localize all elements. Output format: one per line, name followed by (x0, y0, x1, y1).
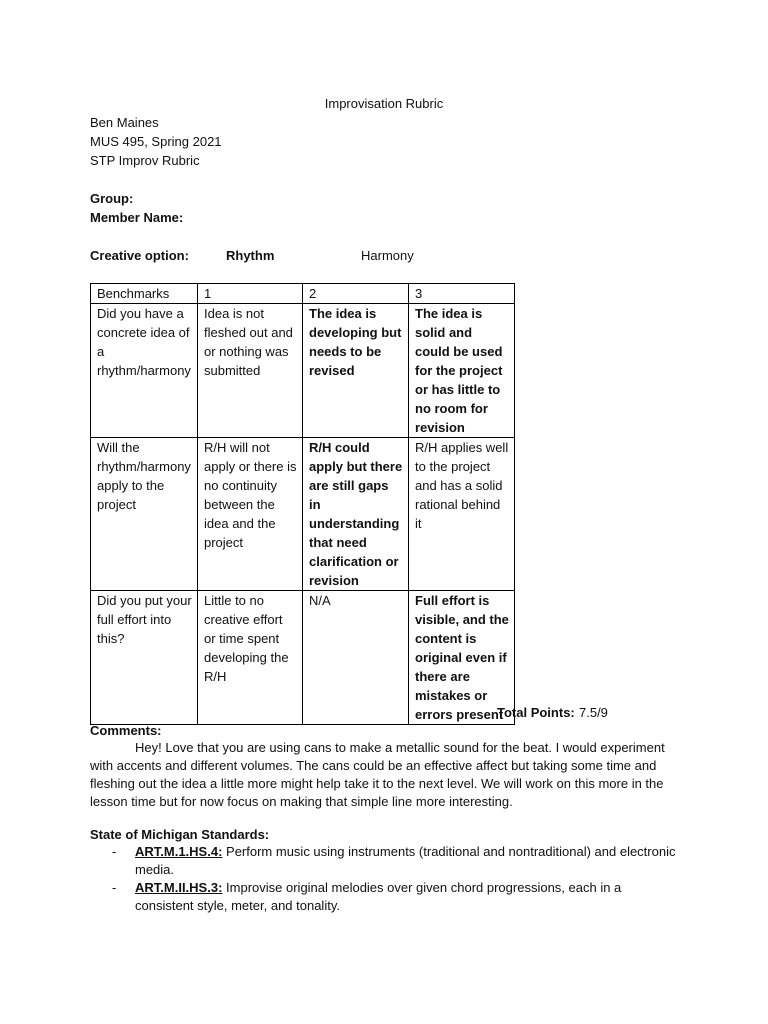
group-label: Group: (90, 191, 134, 206)
score-1-cell: R/H will not apply or there is no continuity between the idea and the project (198, 438, 303, 591)
member-name-label: Member Name: (90, 210, 184, 225)
benchmark-cell: Did you have a concrete idea of a rhythm/harmony (91, 304, 198, 438)
rubric-row-apply-project (91, 438, 515, 591)
rubric-subtitle: STP Improv Rubric (90, 153, 200, 168)
rubric-row-full-effort (91, 591, 515, 725)
document-title: Improvisation Rubric (324, 96, 444, 111)
rubric-header-row (91, 284, 515, 304)
creative-option-rhythm: Rhythm (226, 248, 275, 263)
total-points-label: Total Points: (497, 705, 575, 720)
standard-item (90, 843, 680, 879)
score-1-cell: Little to no creative effort or time spent developing the R/H (198, 591, 303, 725)
creative-option-harmony: Harmony (361, 248, 414, 263)
standard-code: ART.M.II.HS.3: (135, 880, 223, 895)
header-score-2: 2 (303, 284, 409, 304)
score-1-cell: Idea is not fleshed out and or nothing was submitted (198, 304, 303, 438)
course-info: MUS 495, Spring 2021 (90, 134, 222, 149)
score-3-cell: The idea is solid and could be used for the project or has little to no room for revision (409, 304, 515, 438)
benchmark-cell: Will the rhythm/harmony apply to the project (91, 438, 198, 591)
header-score-3: 3 (409, 284, 515, 304)
score-2-cell: R/H could apply but there are still gaps in understanding that need clarification or revision (303, 438, 409, 591)
standards-label: State of Michigan Standards: (90, 827, 270, 842)
rubric-table (90, 283, 515, 725)
score-2-cell: N/A (303, 591, 409, 725)
header-benchmarks: Benchmarks (91, 284, 198, 304)
standard-text: Perform music using instruments (traditional and nontraditional) and electronic media. (135, 844, 676, 877)
standard-item (90, 879, 680, 915)
header-score-1: 1 (198, 284, 303, 304)
total-points-value: 7.5/9 (579, 705, 608, 720)
bullet-dash: - (112, 844, 117, 859)
score-2-cell: The idea is developing but needs to be revised (303, 304, 409, 438)
benchmark-cell: Did you put your full effort into this? (91, 591, 198, 725)
standard-code: ART.M.1.HS.4: (135, 844, 223, 859)
comments-label: Comments: (90, 723, 162, 738)
comments-body: Hey! Love that you are using cans to make a metallic sound for the beat. I would experiment with accents and different volumes. The cans could be an effective affect but taking some time and fleshing out the idea a little more might help take it to the next level. We will work on this more in the lesson time but for now focus on making that simple line more interesting. (90, 740, 665, 809)
standard-text: Improvise original melodies over given chord progressions, each in a consistent style, meter, and tonality. (135, 880, 622, 913)
bullet-dash: - (112, 880, 117, 895)
rubric-row-concrete-idea (91, 304, 515, 438)
creative-option-label: Creative option: (90, 248, 189, 263)
student-name: Ben Maines (90, 115, 159, 130)
score-3-cell: Full effort is visible, and the content is original even if there are mistakes or errors present (409, 591, 515, 725)
score-3-cell: R/H applies well to the project and has a solid rational behind it (409, 438, 515, 591)
